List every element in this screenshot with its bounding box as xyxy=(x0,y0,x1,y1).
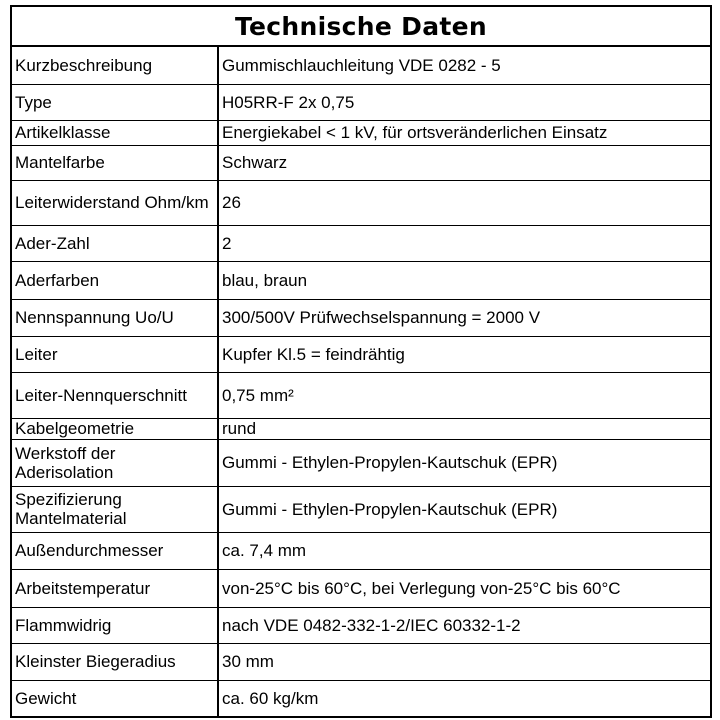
spec-value: rund xyxy=(218,418,710,439)
spec-value: Kupfer Kl.5 = feindrähtig xyxy=(218,336,710,372)
spec-value: blau, braun xyxy=(218,261,710,299)
spec-label: Leiterwiderstand Ohm/km xyxy=(12,180,218,225)
spec-value: nach VDE 0482-332-1-2/IEC 60332-1-2 xyxy=(218,607,710,643)
spec-label: Außendurchmesser xyxy=(12,532,218,569)
technical-data-sheet xyxy=(10,5,712,718)
table-row xyxy=(12,145,710,180)
table-row xyxy=(12,47,710,84)
spec-label: Arbeitstemperatur xyxy=(12,569,218,607)
table-row xyxy=(12,486,710,532)
spec-value: 2 xyxy=(218,225,710,261)
table-row xyxy=(12,299,710,336)
table-row xyxy=(12,418,710,439)
spec-label: Kabelgeometrie xyxy=(12,418,218,439)
table-row xyxy=(12,439,710,486)
spec-label: Flammwidrig xyxy=(12,607,218,643)
spec-label: Leiter-Nennquerschnitt xyxy=(12,372,218,418)
spec-label: Type xyxy=(12,84,218,120)
specs-table xyxy=(12,47,710,716)
spec-value: Gummischlauchleitung VDE 0282 - 5 xyxy=(218,47,710,84)
spec-value: von-25°C bis 60°C, bei Verlegung von-25°C bis 60°C xyxy=(218,569,710,607)
table-row xyxy=(12,261,710,299)
spec-label: Werkstoff der Aderisolation xyxy=(12,439,218,486)
table-row xyxy=(12,84,710,120)
sheet-title: Technische Daten xyxy=(12,7,710,47)
table-row xyxy=(12,225,710,261)
spec-value: ca. 7,4 mm xyxy=(218,532,710,569)
table-row xyxy=(12,120,710,145)
table-row xyxy=(12,532,710,569)
spec-label: Ader-Zahl xyxy=(12,225,218,261)
table-row xyxy=(12,372,710,418)
table-row xyxy=(12,680,710,716)
table-row xyxy=(12,336,710,372)
spec-value: ca. 60 kg/km xyxy=(218,680,710,716)
spec-label: Kleinster Biegeradius xyxy=(12,643,218,680)
spec-value: Gummi - Ethylen-Propylen-Kautschuk (EPR) xyxy=(218,486,710,532)
spec-label: Spezifizierung Mantelmaterial xyxy=(12,486,218,532)
spec-value: Gummi - Ethylen-Propylen-Kautschuk (EPR) xyxy=(218,439,710,486)
spec-value: 300/500V Prüfwechselspannung = 2000 V xyxy=(218,299,710,336)
table-row xyxy=(12,180,710,225)
spec-value: 0,75 mm² xyxy=(218,372,710,418)
spec-label: Nennspannung Uo/U xyxy=(12,299,218,336)
spec-label: Kurzbeschreibung xyxy=(12,47,218,84)
table-row xyxy=(12,569,710,607)
spec-label: Leiter xyxy=(12,336,218,372)
spec-value: Energiekabel < 1 kV, für ortsveränderlichen Einsatz xyxy=(218,120,710,145)
spec-label: Aderfarben xyxy=(12,261,218,299)
spec-label: Artikelklasse xyxy=(12,120,218,145)
spec-value: 26 xyxy=(218,180,710,225)
spec-label: Mantelfarbe xyxy=(12,145,218,180)
spec-label: Gewicht xyxy=(12,680,218,716)
table-row xyxy=(12,643,710,680)
spec-value: H05RR-F 2x 0,75 xyxy=(218,84,710,120)
table-row xyxy=(12,607,710,643)
spec-value: Schwarz xyxy=(218,145,710,180)
spec-value: 30 mm xyxy=(218,643,710,680)
